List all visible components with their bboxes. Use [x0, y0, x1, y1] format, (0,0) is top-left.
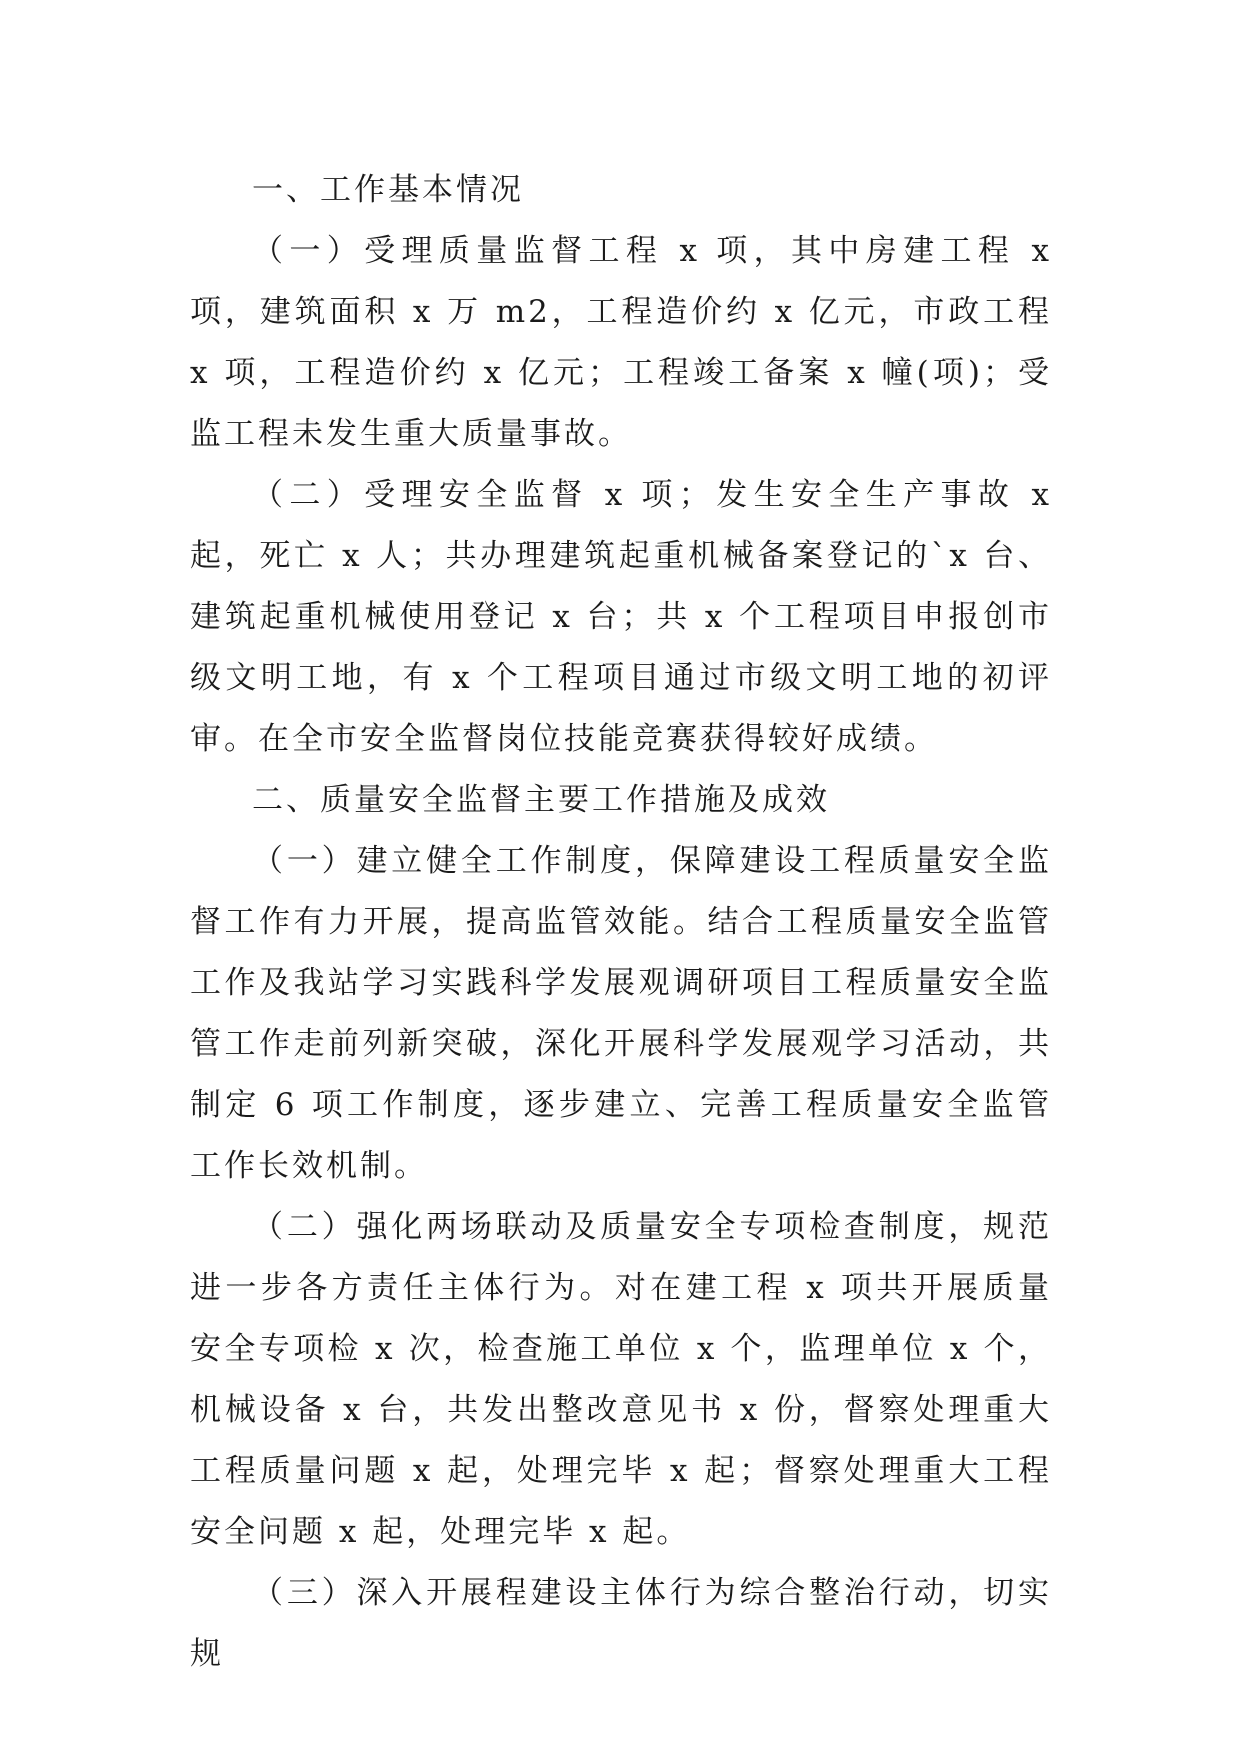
section-heading-1: 一、工作基本情况 — [252, 172, 524, 208]
document-page — [190, 160, 1052, 1685]
paragraph-quality-supervision: （一）受理质量监督工程 x 项，其中房建工程 x 项，建筑面积 x 万 m2，工程造价约 x 亿元，市政工程 x 项，工程造价约 x 亿元；工程竣工备案 x 幢(项)；受监工程未发生重大质量事故。 — [190, 233, 1052, 452]
section-heading-2: 二、质量安全监督主要工作措施及成效 — [252, 782, 830, 818]
paragraph-work-system: （一）建立健全工作制度，保障建设工程质量安全监督工作有力开展，提高监管效能。结合工程质量安全监管工作及我站学习实践科学发展观调研项目工程质量安全监管工作走前列新突破，深化开展科学发展观学习活动，共制定 6 项工作制度，逐步建立、完善工程质量安全监管工作长效机制。 — [190, 843, 1052, 1184]
paragraph-rectification-action: （三）深入开展程建设主体行为综合整治行动，切实规 — [190, 1575, 1052, 1672]
paragraph-special-inspection: （二）强化两场联动及质量安全专项检查制度，规范进一步各方责任主体行为。对在建工程 x 项共开展质量安全专项检 x 次，检查施工单位 x 个，监理单位 x 个，机械设备 x 台，共发出整改意见书 x 份，督察处理重大工程质量问题 x 起，处理完毕 x 起；督察处理重大工程安全问题 x 起，处理完毕 x 起。 — [190, 1209, 1052, 1550]
paragraph-safety-supervision: （二）受理安全监督 x 项；发生安全生产事故 x 起，死亡 x 人；共办理建筑起重机械备案登记的`x 台、建筑起重机械使用登记 x 台；共 x 个工程项目申报创市级文明工地，有 x 个工程项目通过市级文明工地的初评审。在全市安全监督岗位技能竞赛获得较好成绩。 — [190, 477, 1052, 757]
